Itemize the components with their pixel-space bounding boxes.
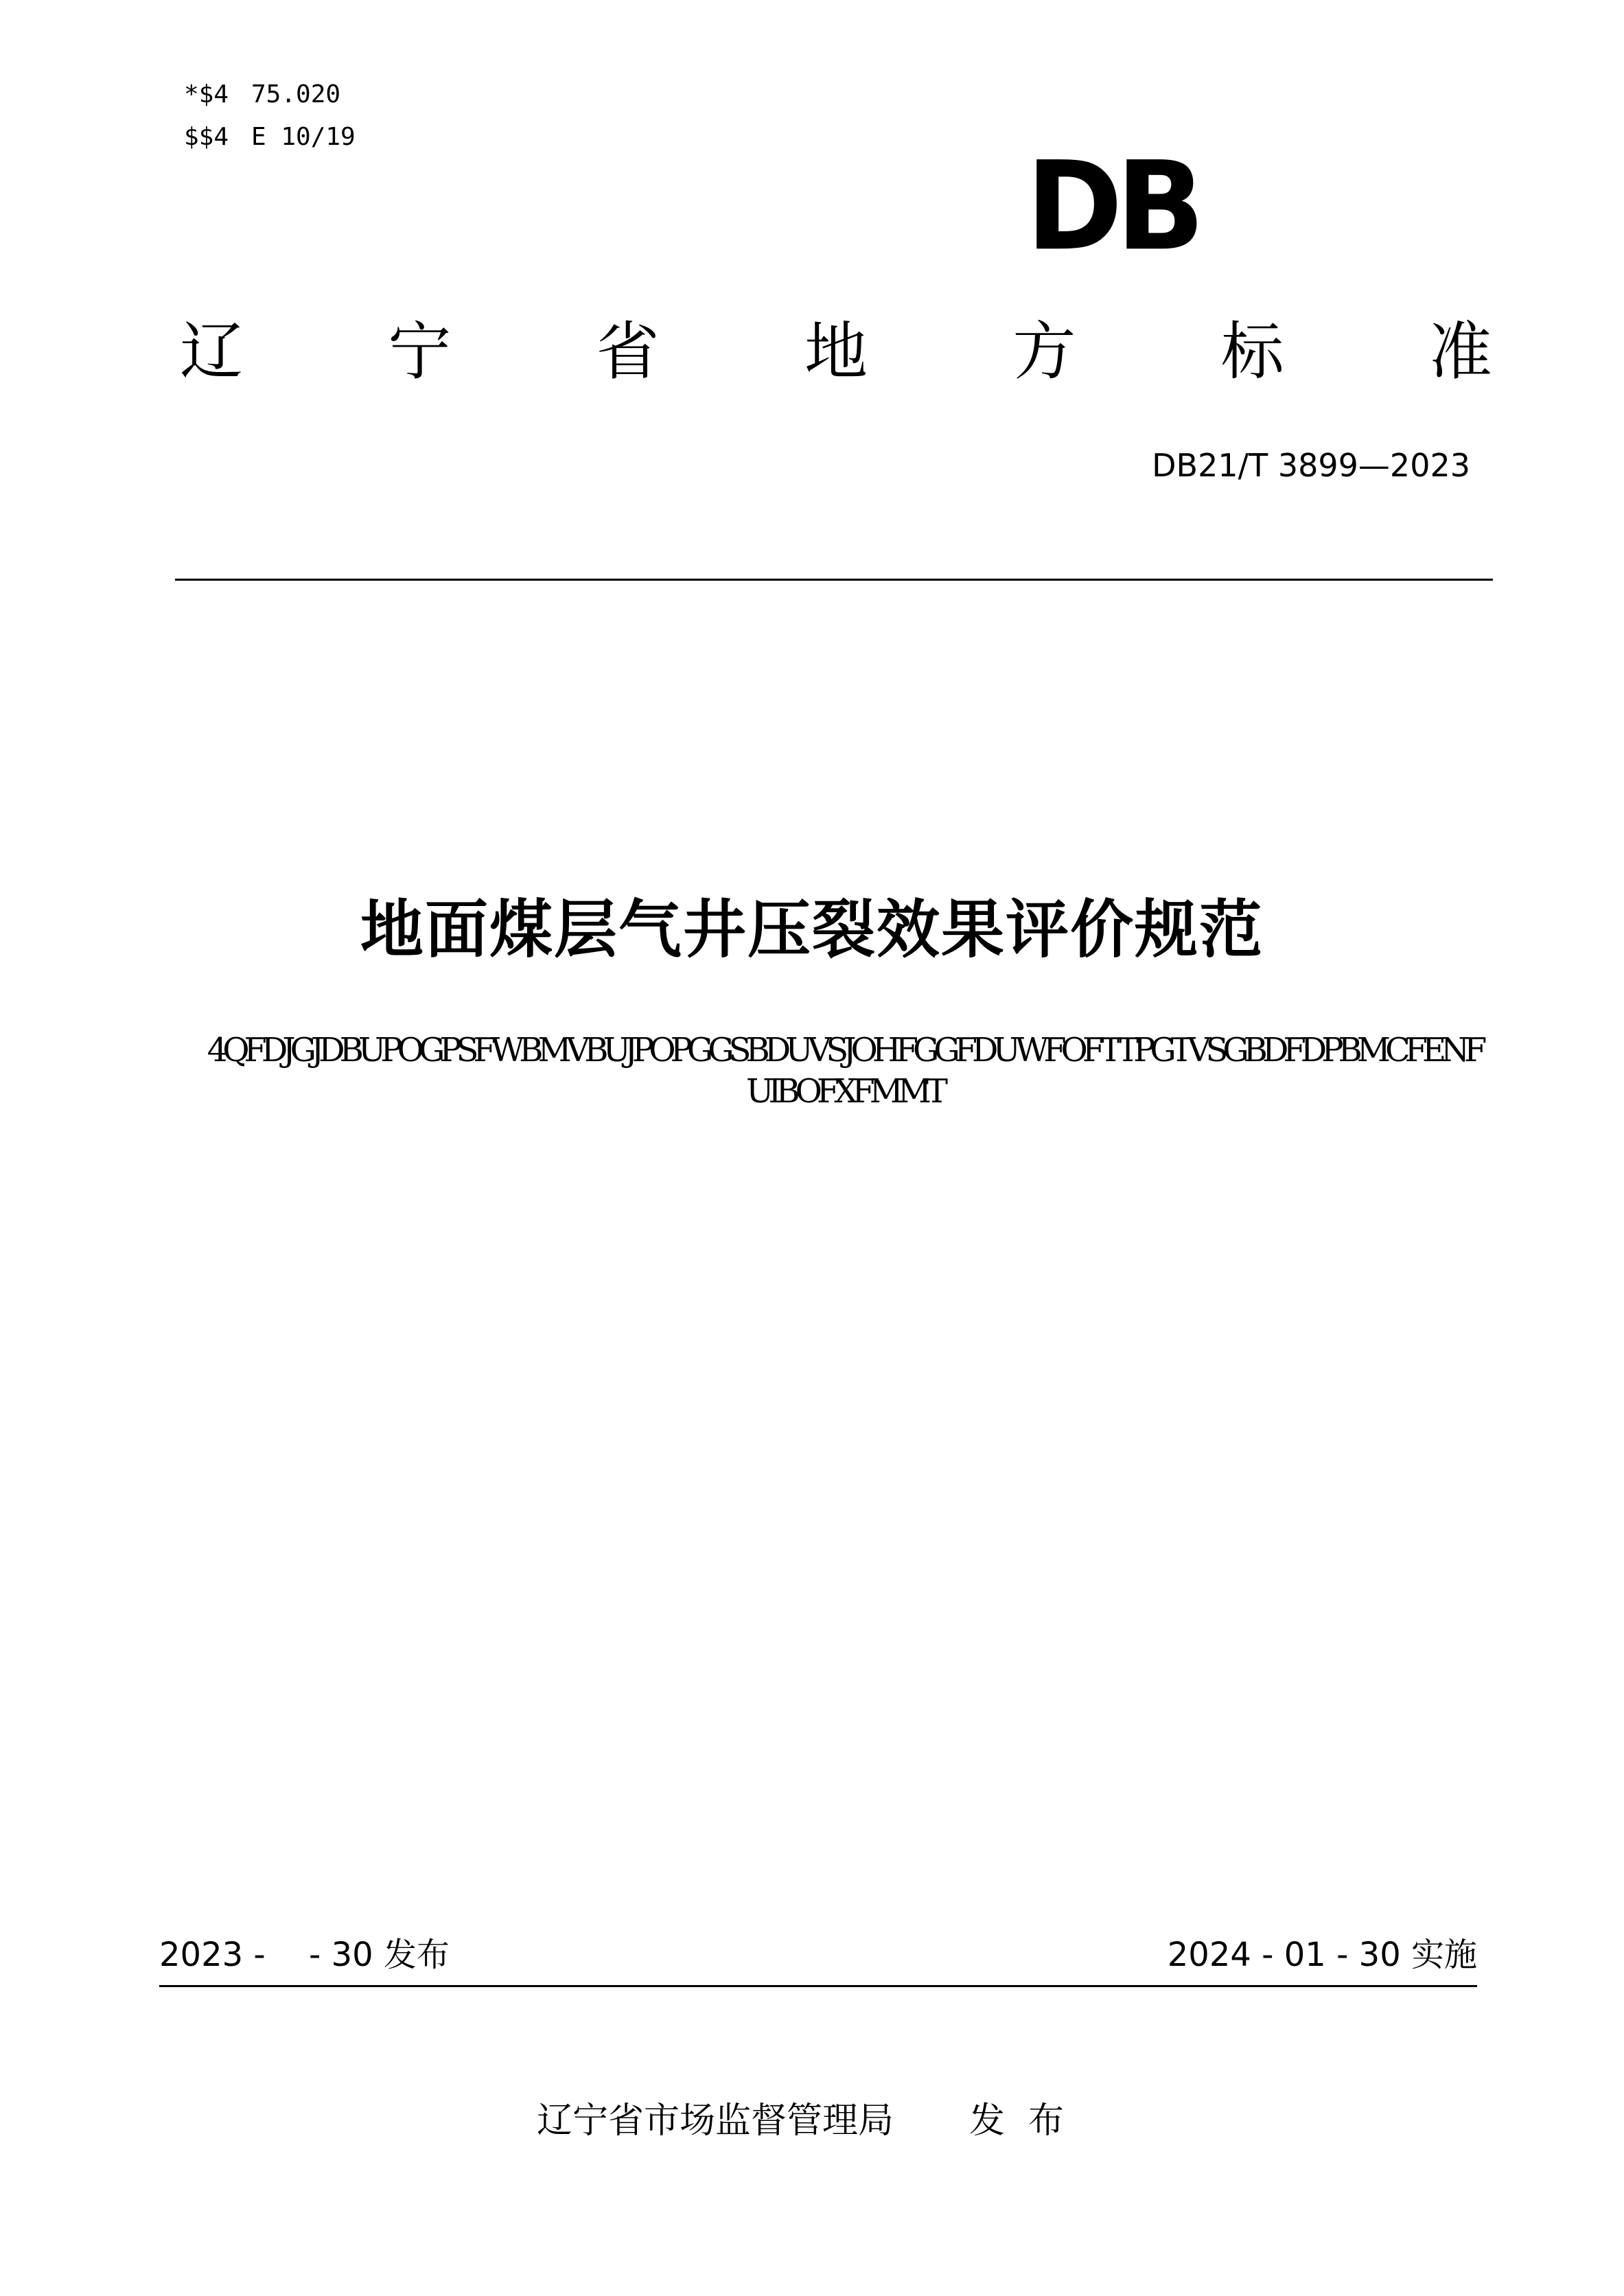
ccs-label: $$4 bbox=[184, 123, 229, 151]
ics-classification bbox=[184, 81, 340, 108]
title-char: 宁 bbox=[388, 315, 452, 389]
implementation-date: 2024 - 01 - 30 实施 bbox=[1167, 1936, 1477, 1974]
release-date: 2023 - - 30 发布 bbox=[159, 1936, 450, 1974]
issue-action: 发布 bbox=[969, 2100, 1088, 2142]
standard-number: DB21/T 3899—2023 bbox=[1152, 447, 1470, 484]
title-char: 标 bbox=[1220, 315, 1284, 389]
bottom-divider bbox=[159, 1985, 1477, 1987]
top-divider bbox=[175, 579, 1493, 581]
issuing-organization: 辽宁省市场监督管理局 bbox=[536, 2100, 894, 2142]
title-char: 省 bbox=[596, 315, 660, 389]
db-logo: DB bbox=[1025, 159, 1198, 255]
title-char: 准 bbox=[1428, 315, 1492, 389]
document-title-chinese: 地面煤层气井压裂效果评价规范 bbox=[360, 893, 1264, 966]
standard-type-title bbox=[180, 314, 1492, 390]
document-title-english: 4QFDJGJDBUPOGPSFWBMVBUJPOPGGSBDUVSJOHFGGFDUWFOFTTPGTVSGBDFDPBMCFENFUIBOFXFMMT bbox=[207, 1031, 1482, 1111]
ccs-code: E 10/19 bbox=[251, 123, 356, 151]
ccs-classification bbox=[184, 124, 356, 151]
title-char: 地 bbox=[804, 315, 868, 389]
title-char: 辽 bbox=[180, 315, 244, 389]
ics-label: *$4 bbox=[184, 80, 229, 108]
title-char: 方 bbox=[1012, 315, 1076, 389]
issuer-line bbox=[0, 2099, 1624, 2143]
ics-code: 75.020 bbox=[251, 80, 341, 108]
